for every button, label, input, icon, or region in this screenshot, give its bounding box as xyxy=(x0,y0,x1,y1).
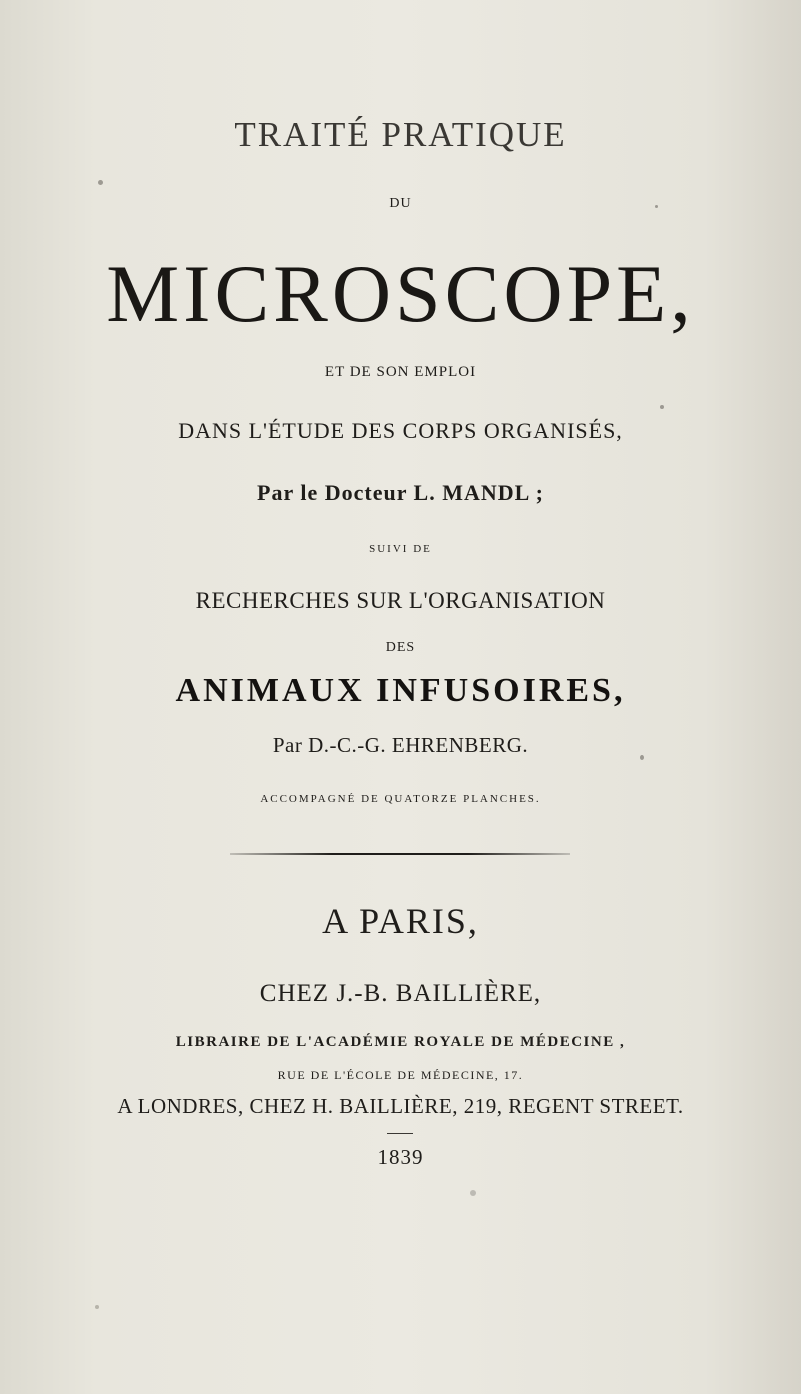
paper-speck xyxy=(655,205,658,208)
suivi-line: SUIVI DE xyxy=(369,543,432,555)
du-line: DU xyxy=(389,196,412,211)
publisher-line: CHEZ J.-B. BAILLIÈRE, xyxy=(259,980,542,1007)
small-divider xyxy=(387,1133,413,1134)
plates-note: ACCOMPAGNÉ DE QUATORZE PLANCHES. xyxy=(260,793,541,805)
author-2: Par D.-C.-G. EHRENBERG. xyxy=(272,733,529,757)
work-2-line-1: RECHERCHES SUR L'ORGANISATION xyxy=(195,588,606,613)
publication-year: 1839 xyxy=(377,1145,424,1169)
author-1: Par le Docteur L. MANDL ; xyxy=(257,480,544,505)
london-line: A LONDRES, CHEZ H. BAILLIÈRE, 219, REGENT STREET. xyxy=(117,1094,684,1118)
paper-speck xyxy=(660,405,664,409)
paper-speck xyxy=(98,180,103,185)
paper-speck xyxy=(470,1190,476,1196)
subtitle-1: ET DE SON EMPLOI xyxy=(324,364,477,380)
main-title: MICROSCOPE, xyxy=(106,248,695,339)
work-2-title: ANIMAUX INFUSOIRES, xyxy=(175,672,626,709)
paper-speck xyxy=(95,1305,99,1309)
title-line: TRAITÉ PRATIQUE xyxy=(234,115,567,154)
publisher-role: LIBRAIRE DE L'ACADÉMIE ROYALE DE MÉDECINE , xyxy=(175,1034,626,1050)
subtitle-2: DANS L'ÉTUDE DES CORPS ORGANISÉS, xyxy=(178,418,623,443)
divider-rule xyxy=(230,853,570,855)
publisher-address: RUE DE L'ÉCOLE DE MÉDECINE, 17. xyxy=(277,1068,524,1082)
paper-speck xyxy=(640,755,644,760)
work-2-des: DES xyxy=(385,640,416,655)
city-line: A PARIS, xyxy=(322,901,479,941)
